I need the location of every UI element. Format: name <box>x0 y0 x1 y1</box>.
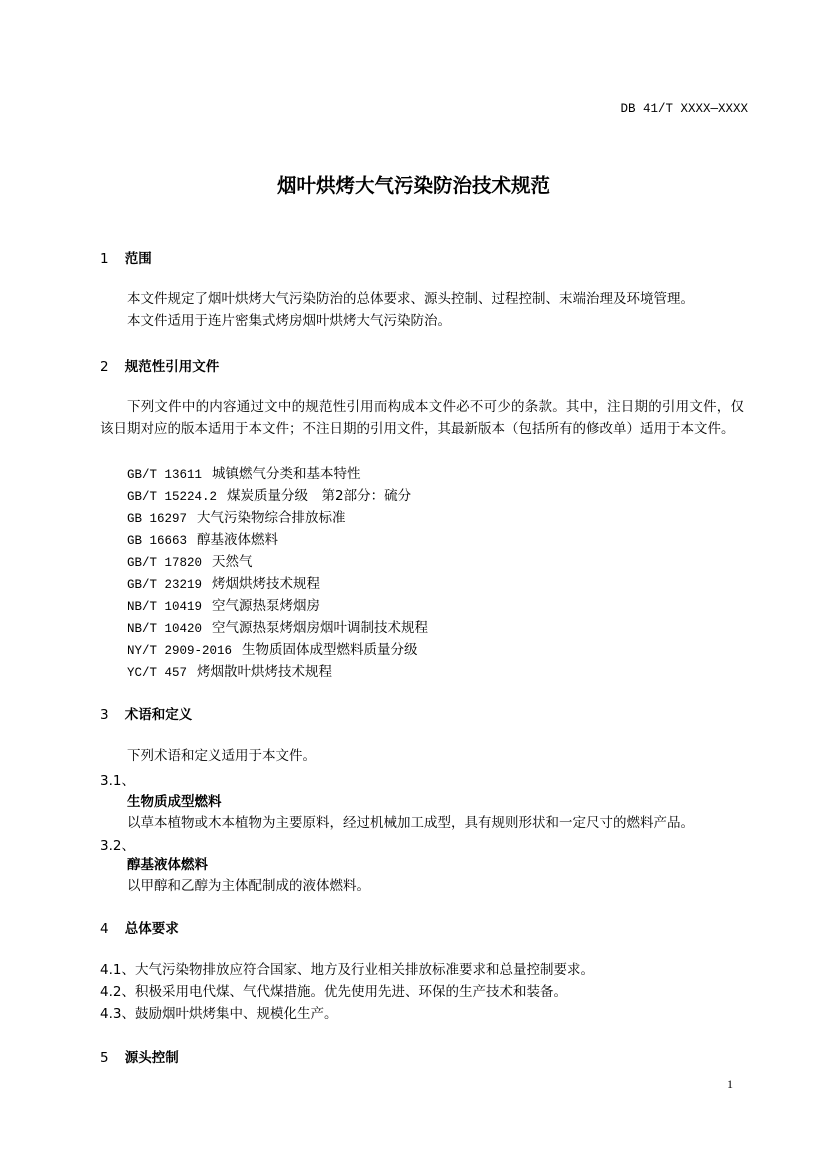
section-2-heading <box>100 355 219 375</box>
reference-code: GB/T 23219 <box>127 578 203 592</box>
reference-item <box>127 572 320 592</box>
reference-code: GB 16297 <box>127 512 188 526</box>
section-number: 4 <box>100 921 109 937</box>
paragraph: 下列术语和定义适用于本文件。 <box>127 748 316 764</box>
reference-code: GB/T 13611 <box>127 468 203 482</box>
page-number: 1 <box>727 1077 733 1091</box>
section-title: 术语和定义 <box>124 707 193 723</box>
section-5-heading <box>100 1046 179 1066</box>
term-definition: 以草本植物或木本植物为主要原料，经过机械加工成型，具有规则形状和一定尺寸的燃料产品。 <box>127 815 694 831</box>
reference-item <box>127 660 332 680</box>
term-number: 3.1、 <box>100 773 135 789</box>
section-title: 源头控制 <box>124 1050 179 1066</box>
section-4-heading <box>100 917 179 937</box>
section-title: 总体要求 <box>124 921 179 937</box>
reference-item <box>127 506 346 526</box>
reference-name: 烤烟烘烤技术规程 <box>212 576 321 592</box>
reference-code: GB 16663 <box>127 534 188 548</box>
reference-item <box>127 528 278 548</box>
paragraph: 本文件适用于连片密集式烤房烟叶烘烤大气污染防治。 <box>127 313 451 329</box>
standard-code: DB 41/T XXXX—XXXX <box>620 102 748 116</box>
reference-item <box>127 462 361 482</box>
reference-code: YC/T 457 <box>127 666 188 680</box>
section-title: 范围 <box>124 251 152 267</box>
reference-code: GB/T 15224.2 <box>127 490 218 504</box>
section-3-heading <box>100 703 192 723</box>
section-title: 规范性引用文件 <box>124 359 220 375</box>
term-name: 生物质成型燃料 <box>127 794 222 810</box>
reference-item <box>127 616 428 636</box>
paragraph: 下列文件中的内容通过文中的规范性引用而构成本文件必不可少的条款。其中，注日期的引用文件，仅该日期对应的版本适用于本文件；不注日期的引用文件，其最新版本（包括所有的修改单）适用于本文件。 <box>100 399 744 437</box>
requirement-item: 4.1、大气污染物排放应符合国家、地方及行业相关排放标准要求和总量控制要求。 <box>100 962 594 978</box>
reference-item <box>127 550 253 570</box>
section-number: 2 <box>100 359 109 375</box>
reference-item <box>127 638 418 658</box>
reference-name: 煤炭质量分级 第2部分：硫分 <box>227 488 412 504</box>
reference-code: NY/T 2909-2016 <box>127 644 233 658</box>
reference-name: 空气源热泵烤烟房烟叶调制技术规程 <box>212 620 429 636</box>
section-1-heading <box>100 247 152 267</box>
reference-name: 天然气 <box>212 554 253 570</box>
reference-name: 空气源热泵烤烟房 <box>212 598 321 614</box>
term-number: 3.2、 <box>100 838 135 854</box>
reference-name: 大气污染物综合排放标准 <box>197 510 346 526</box>
section-number: 3 <box>100 707 109 723</box>
term-name: 醇基液体燃料 <box>127 857 208 873</box>
reference-name: 醇基液体燃料 <box>197 532 279 548</box>
reference-code: NB/T 10419 <box>127 600 203 614</box>
reference-code: GB/T 17820 <box>127 556 203 570</box>
reference-name: 生物质固体成型燃料质量分级 <box>242 642 418 658</box>
requirement-item: 4.3、鼓励烟叶烘烤集中、规模化生产。 <box>100 1006 338 1022</box>
reference-name: 烤烟散叶烘烤技术规程 <box>197 664 333 680</box>
reference-code: NB/T 10420 <box>127 622 203 636</box>
reference-item <box>127 594 320 614</box>
paragraph: 本文件规定了烟叶烘烤大气污染防治的总体要求、源头控制、过程控制、末端治理及环境管理。 <box>127 291 694 307</box>
section-number: 1 <box>100 251 109 267</box>
reference-name: 城镇燃气分类和基本特性 <box>212 466 361 482</box>
reference-item <box>127 484 411 504</box>
term-definition: 以甲醇和乙醇为主体配制成的液体燃料。 <box>127 878 370 894</box>
document-title: 烟叶烘烤大气污染防治技术规范 <box>276 174 550 197</box>
section-number: 5 <box>100 1050 109 1066</box>
requirement-item: 4.2、积极采用电代煤、气代煤措施。优先使用先进、环保的生产技术和装备。 <box>100 984 567 1000</box>
